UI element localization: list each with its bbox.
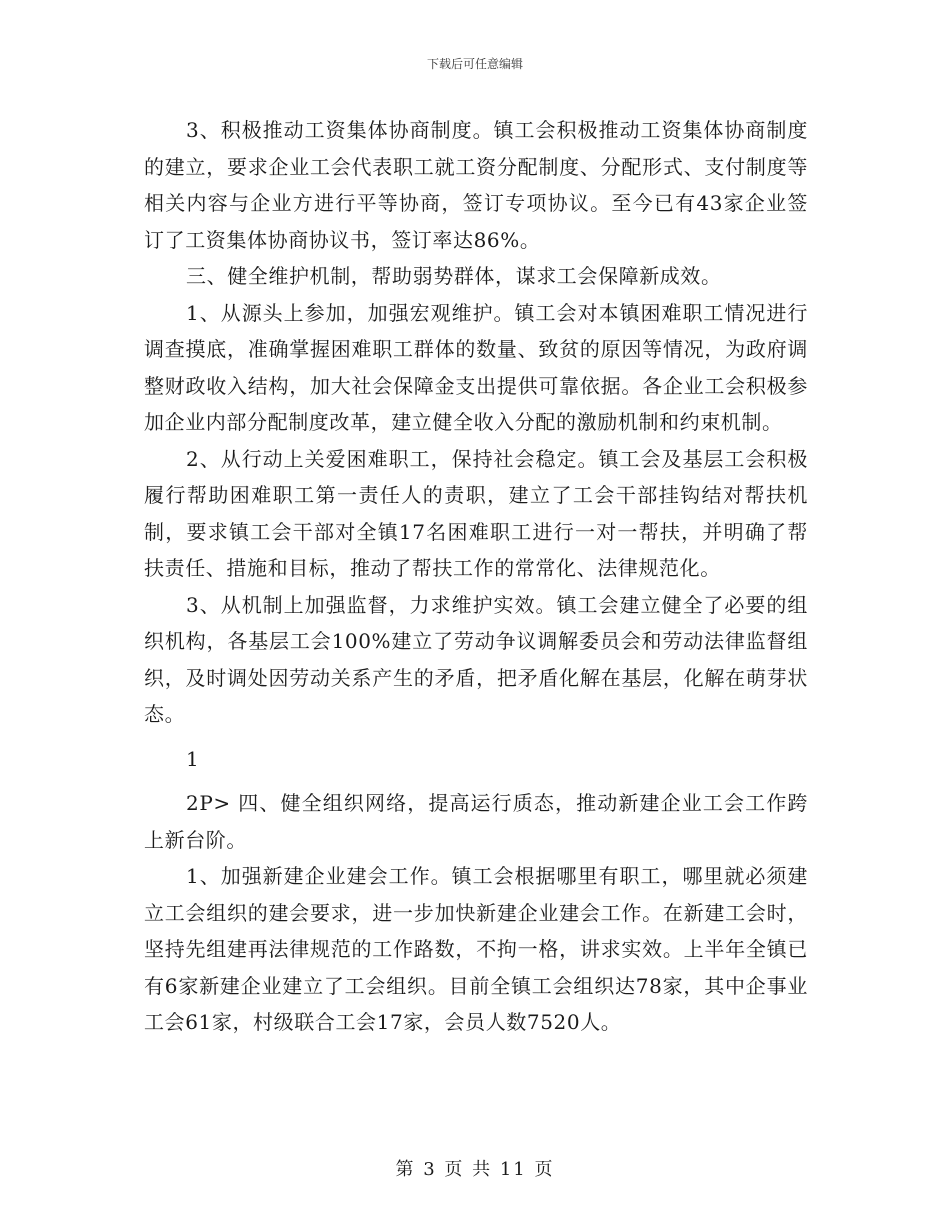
page-footer: 第 3 页 共 11 页 xyxy=(395,1159,555,1180)
page-marker: 1 xyxy=(186,746,200,771)
paragraph-new-union-building: 1、加强新建企业建会工作。镇工会根据哪里有职工，哪里就必须建立工会组织的建会要求，进一步加快新建企业建会工作。在新建工会时，坚持先组建再法律规范的工作路数，不拘一格，讲求实效。上半年全镇已有6家新建企业建立了工会组织。目前全镇工会组织达78家，其中企事业工会61家，村级联合工会17家，会员人数7520人。 xyxy=(144,864,808,1034)
section-heading-organization-network: 2P> 四、健全组织网络，提高运行质态，推动新建企业工会工作跨上新台阶。 xyxy=(144,791,808,852)
paragraph-care-for-workers: 2、从行动上关爱困难职工，保持社会稳定。镇工会及基层工会积极履行帮助困难职工第一责任人的责职，建立了工会干部挂钩结对帮扶机制，要求镇工会干部对全镇17名困难职工进行一对一帮扶，并明确了帮扶责任、措施和目标，推动了帮扶工作的常常化、法律规范化。 xyxy=(144,446,808,580)
page-header: 下载后可任意编辑 xyxy=(426,57,523,71)
paragraph-supervision: 3、从机制上加强监督，力求维护实效。镇工会建立健全了必要的组织机构，各基层工会100%建立了劳动争议调解委员会和劳动法律监督组织，及时调处因劳动关系产生的矛盾，把矛盾化解在基层，化解在萌芽状态。 xyxy=(144,592,808,726)
document-body xyxy=(144,112,808,1041)
paragraph-wage-negotiation: 3、积极推动工资集体协商制度。镇工会积极推动工资集体协商制度的建立，要求企业工会代表职工就工资分配制度、分配形式、支付制度等相关内容与企业方进行平等协商，签订专项协议。至今已有43家企业签订了工资集体协商协议书，签订率达86%。 xyxy=(144,118,808,252)
section-heading-protection-mechanism: 三、健全维护机制，帮助弱势群体，谋求工会保障新成效。 xyxy=(186,264,722,288)
paragraph-macro-protection: 1、从源头上参加，加强宏观维护。镇工会对本镇困难职工情况进行调查摸底，准确掌握困难职工群体的数量、致贫的原因等情况，为政府调整财政收入结构，加大社会保障金支出提供可靠依据。各企业工会积极参加企业内部分配制度改革，建立健全收入分配的激励机制和约束机制。 xyxy=(144,300,808,434)
